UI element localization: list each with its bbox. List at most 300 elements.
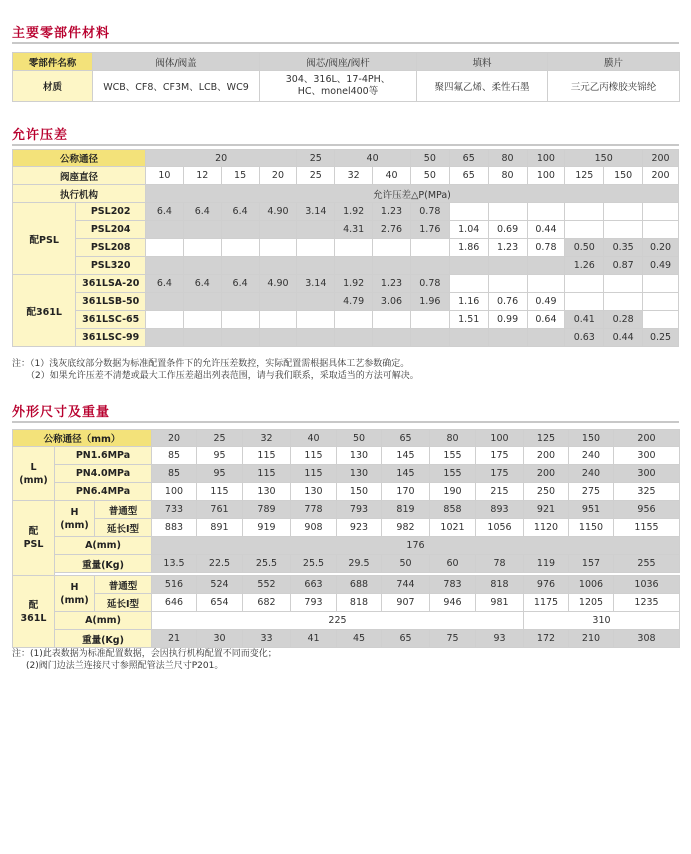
table-cell: [221, 257, 259, 275]
table-cell: 30: [197, 630, 243, 648]
table-cell: 1.26: [565, 257, 604, 275]
table-cell: [259, 221, 297, 239]
table-cell: [565, 221, 604, 239]
row-label: PN4.0MPa: [55, 465, 152, 483]
table-cell: [183, 257, 221, 275]
table-cell: [449, 203, 488, 221]
table-cell: [373, 239, 411, 257]
header-cell: 零部件名称: [13, 53, 93, 71]
table-cell: 3.06: [373, 293, 411, 311]
table-cell: 25: [297, 167, 335, 185]
table-cell: 921: [524, 501, 569, 519]
table-cell: 115: [243, 465, 291, 483]
row-label: 重量(Kg): [55, 555, 152, 573]
actuator-label: 执行机构: [13, 185, 146, 203]
table-cell: 1205: [569, 594, 614, 612]
table-cell: 304、316L、17-4PH、HC、monel400等: [260, 71, 417, 102]
table-cell: 21: [152, 630, 197, 648]
table-cell: 1235: [614, 594, 680, 612]
notes-dimensions: [12, 648, 277, 672]
table-cell: [527, 329, 565, 347]
table-cell: [259, 329, 297, 347]
row-label: 重量(Kg): [55, 630, 152, 648]
table-cell: 0.63: [565, 329, 604, 347]
table-cell: 176: [152, 537, 680, 555]
L-label: L (mm): [13, 447, 55, 501]
materials-table: [12, 52, 680, 102]
row-label: 普通型: [95, 576, 152, 594]
table-cell: [183, 311, 221, 329]
row-label: 材质: [13, 71, 93, 102]
table-cell: 0.28: [604, 311, 643, 329]
note-line: (2)阀门边法兰连接尺寸参照配管法兰尺寸P201。: [26, 661, 224, 671]
seat-label: 阀座直径: [13, 167, 146, 185]
section-title-materials: 主要零部件材料: [12, 26, 111, 41]
pressure-table: [12, 149, 679, 347]
361l-label: 配 361L: [13, 576, 55, 648]
table-cell: 1.96: [410, 293, 449, 311]
table-cell: 215: [476, 483, 524, 501]
row-label: PN6.4MPa: [55, 483, 152, 501]
table-cell: [335, 311, 373, 329]
notes-pressure: [12, 358, 419, 382]
row-label: 延长Ⅰ型: [95, 594, 152, 612]
table-cell: 6.4: [221, 203, 259, 221]
table-cell: WCB、CF8、CF3M、LCB、WC9: [93, 71, 260, 102]
note-line: 注：(1)此表数据为标准配置数据，会因执行机构配置不同而变化；: [12, 649, 277, 659]
table-cell: 210: [569, 630, 614, 648]
note-line: 注：（1）浅灰底纹部分数据为标准配置条件下的允许压差数控，实际配置需根据具体工艺参数确定。: [12, 359, 410, 369]
table-cell: 115: [291, 465, 337, 483]
table-cell: [643, 275, 679, 293]
table-cell: 200: [524, 465, 569, 483]
table-cell: 130: [291, 483, 337, 501]
table-cell: [259, 257, 297, 275]
table-cell: 516: [152, 576, 197, 594]
table-cell: 1155: [614, 519, 680, 537]
table-cell: [221, 311, 259, 329]
table-cell: [183, 239, 221, 257]
table-cell: [183, 221, 221, 239]
header-cell: 80: [430, 430, 476, 447]
divider: [12, 144, 679, 146]
table-cell: 85: [152, 447, 197, 465]
table-cell: 93: [476, 630, 524, 648]
table-cell: [373, 311, 411, 329]
table-cell: 225: [152, 612, 524, 630]
table-cell: [335, 239, 373, 257]
table-cell: 976: [524, 576, 569, 594]
table-cell: [488, 329, 527, 347]
table-cell: 0.78: [527, 239, 565, 257]
table-cell: 155: [430, 465, 476, 483]
table-cell: 三元乙丙橡胶夹锦纶: [548, 71, 680, 102]
table-cell: [145, 221, 183, 239]
table-cell: 125: [565, 167, 604, 185]
table-cell: [335, 257, 373, 275]
header-cell: 100: [527, 150, 565, 167]
table-cell: [527, 203, 565, 221]
table-cell: 78: [476, 555, 524, 573]
table-cell: [145, 293, 183, 311]
table-cell: 250: [524, 483, 569, 501]
nominal-label: 公称通径（mm）: [13, 430, 152, 447]
section-title-dimensions: 外形尺寸及重量: [12, 405, 111, 420]
table-cell: 115: [197, 483, 243, 501]
table-cell: 157: [569, 555, 614, 573]
table-cell: 75: [430, 630, 476, 648]
table-cell: 982: [382, 519, 430, 537]
table-cell: 0.20: [643, 239, 679, 257]
table-cell: 1021: [430, 519, 476, 537]
table-cell: [604, 203, 643, 221]
table-cell: 0.78: [410, 275, 449, 293]
row-label: PSL204: [76, 221, 146, 239]
table-cell: 981: [476, 594, 524, 612]
table-cell: 0.76: [488, 293, 527, 311]
table-cell: 325: [614, 483, 680, 501]
table-cell: [565, 275, 604, 293]
table-cell: 41: [291, 630, 337, 648]
row-label: PSL320: [76, 257, 146, 275]
table-cell: 524: [197, 576, 243, 594]
table-cell: 150: [604, 167, 643, 185]
table-cell: [145, 329, 183, 347]
table-cell: 115: [291, 447, 337, 465]
table-cell: 783: [430, 576, 476, 594]
table-cell: [643, 293, 679, 311]
table-cell: 130: [337, 465, 382, 483]
table-cell: 1.04: [449, 221, 488, 239]
table-cell: 145: [382, 465, 430, 483]
table-cell: [259, 293, 297, 311]
table-cell: [488, 257, 527, 275]
table-cell: 1006: [569, 576, 614, 594]
table-cell: 919: [243, 519, 291, 537]
h-label: H (mm): [55, 501, 95, 537]
header-cell: 膜片: [548, 53, 680, 71]
table-cell: [643, 311, 679, 329]
section-title-pressure: 允许压差: [12, 128, 69, 143]
table-cell: 0.41: [565, 311, 604, 329]
table-cell: 275: [569, 483, 614, 501]
header-cell: 50: [337, 430, 382, 447]
table-cell: 907: [382, 594, 430, 612]
row-label: 361LSB-50: [76, 293, 146, 311]
header-cell: 200: [614, 430, 680, 447]
table-cell: 65: [382, 630, 430, 648]
table-cell: 300: [614, 465, 680, 483]
table-cell: 150: [337, 483, 382, 501]
table-cell: 240: [569, 447, 614, 465]
table-cell: 115: [243, 447, 291, 465]
row-label: PN1.6MPa: [55, 447, 152, 465]
table-cell: 308: [614, 630, 680, 648]
row-label: 361LSA-20: [76, 275, 146, 293]
table-cell: 819: [382, 501, 430, 519]
table-cell: 946: [430, 594, 476, 612]
table-cell: 0.49: [643, 257, 679, 275]
table-cell: [643, 203, 679, 221]
table-cell: 1175: [524, 594, 569, 612]
table-cell: 50: [410, 167, 449, 185]
table-cell: 29.5: [337, 555, 382, 573]
row-label: PSL208: [76, 239, 146, 257]
table-cell: 3.14: [297, 203, 335, 221]
table-cell: 0.99: [488, 311, 527, 329]
table-cell: [297, 257, 335, 275]
table-cell: 50: [382, 555, 430, 573]
table-cell: 聚四氟乙烯、柔性石墨: [417, 71, 548, 102]
table-cell: 130: [243, 483, 291, 501]
header-cell: 150: [569, 430, 614, 447]
table-cell: [410, 239, 449, 257]
row-label: A(mm): [55, 612, 152, 630]
divider: [12, 421, 679, 423]
table-cell: 4.90: [259, 203, 297, 221]
table-cell: [335, 329, 373, 347]
table-cell: 0.78: [410, 203, 449, 221]
row-label: 延长Ⅰ型: [95, 519, 152, 537]
header-cell: 32: [243, 430, 291, 447]
divider: [12, 42, 679, 44]
table-cell: [565, 293, 604, 311]
table-cell: 663: [291, 576, 337, 594]
table-cell: 883: [152, 519, 197, 537]
header-cell: 200: [643, 150, 679, 167]
table-cell: 1.76: [410, 221, 449, 239]
table-cell: 100: [527, 167, 565, 185]
table-cell: 80: [488, 167, 527, 185]
table-cell: 6.4: [221, 275, 259, 293]
header-cell: 65: [382, 430, 430, 447]
table-cell: 4.90: [259, 275, 297, 293]
table-cell: [145, 311, 183, 329]
table-cell: 0.50: [565, 239, 604, 257]
table-cell: 32: [335, 167, 373, 185]
table-cell: 793: [291, 594, 337, 612]
table-cell: 1120: [524, 519, 569, 537]
table-cell: 33: [243, 630, 291, 648]
table-cell: 175: [476, 465, 524, 483]
table-cell: [604, 293, 643, 311]
table-cell: 778: [291, 501, 337, 519]
table-cell: [488, 275, 527, 293]
header-cell: 40: [335, 150, 411, 167]
table-cell: 172: [524, 630, 569, 648]
table-cell: 0.64: [527, 311, 565, 329]
table-cell: 0.87: [604, 257, 643, 275]
table-cell: 40: [373, 167, 411, 185]
header-cell: 20: [145, 150, 296, 167]
table-cell: 891: [197, 519, 243, 537]
table-cell: 0.25: [643, 329, 679, 347]
header-cell: 150: [565, 150, 643, 167]
table-cell: [297, 329, 335, 347]
table-cell: [145, 257, 183, 275]
table-cell: 6.4: [183, 203, 221, 221]
row-label: A(mm): [55, 537, 152, 555]
table-cell: [259, 239, 297, 257]
table-cell: [145, 239, 183, 257]
table-cell: 200: [643, 167, 679, 185]
table-cell: [488, 203, 527, 221]
table-cell: 793: [337, 501, 382, 519]
table-cell: 1036: [614, 576, 680, 594]
table-cell: 646: [152, 594, 197, 612]
table-cell: 3.14: [297, 275, 335, 293]
table-cell: 1.51: [449, 311, 488, 329]
table-cell: [527, 257, 565, 275]
table-cell: 145: [382, 447, 430, 465]
header-cell: 阀芯/阀座/阀杆: [260, 53, 417, 71]
table-cell: 130: [337, 447, 382, 465]
table-cell: [183, 329, 221, 347]
table-cell: 654: [197, 594, 243, 612]
table-cell: 85: [152, 465, 197, 483]
table-cell: 1.92: [335, 203, 373, 221]
table-cell: 923: [337, 519, 382, 537]
table-cell: 951: [569, 501, 614, 519]
table-cell: [565, 203, 604, 221]
table-cell: [410, 311, 449, 329]
table-cell: 744: [382, 576, 430, 594]
header-cell: 65: [449, 150, 488, 167]
table-cell: 6.4: [145, 275, 183, 293]
table-cell: 0.49: [527, 293, 565, 311]
table-cell: 2.76: [373, 221, 411, 239]
table-cell: 0.44: [527, 221, 565, 239]
h-label: H (mm): [55, 576, 95, 612]
dp-label: 允许压差△P(MPa): [145, 185, 678, 203]
table-cell: 4.31: [335, 221, 373, 239]
table-cell: [221, 293, 259, 311]
table-cell: 155: [430, 447, 476, 465]
table-cell: [527, 275, 565, 293]
table-cell: 65: [449, 167, 488, 185]
dimensions-table: [12, 429, 680, 648]
table-cell: [183, 293, 221, 311]
table-cell: [449, 257, 488, 275]
header-cell: 40: [291, 430, 337, 447]
table-cell: 893: [476, 501, 524, 519]
table-cell: 818: [337, 594, 382, 612]
header-cell: 80: [488, 150, 527, 167]
nominal-label: 公称通径: [13, 150, 146, 167]
table-cell: 858: [430, 501, 476, 519]
row-label: PSL202: [76, 203, 146, 221]
table-cell: 688: [337, 576, 382, 594]
header-cell: 25: [297, 150, 335, 167]
table-cell: 170: [382, 483, 430, 501]
table-cell: [410, 257, 449, 275]
table-cell: 200: [524, 447, 569, 465]
table-cell: 12: [183, 167, 221, 185]
table-cell: [221, 239, 259, 257]
table-cell: [410, 329, 449, 347]
table-cell: 255: [614, 555, 680, 573]
table-cell: 1.23: [488, 239, 527, 257]
row-label: 普通型: [95, 501, 152, 519]
table-cell: 310: [524, 612, 680, 630]
table-cell: 789: [243, 501, 291, 519]
table-cell: 1.23: [373, 203, 411, 221]
table-cell: 100: [152, 483, 197, 501]
header-cell: 20: [152, 430, 197, 447]
table-cell: 1.16: [449, 293, 488, 311]
table-cell: 0.35: [604, 239, 643, 257]
table-cell: 15: [221, 167, 259, 185]
table-cell: [449, 329, 488, 347]
table-cell: 1.92: [335, 275, 373, 293]
table-cell: 13.5: [152, 555, 197, 573]
table-cell: 818: [476, 576, 524, 594]
table-cell: [297, 239, 335, 257]
header-cell: 125: [524, 430, 569, 447]
table-cell: 240: [569, 465, 614, 483]
table-cell: 908: [291, 519, 337, 537]
table-cell: [643, 221, 679, 239]
table-cell: [297, 221, 335, 239]
header-cell: 50: [410, 150, 449, 167]
table-cell: 119: [524, 555, 569, 573]
psl-label: 配 PSL: [13, 501, 55, 576]
table-cell: [373, 257, 411, 275]
header-cell: 25: [197, 430, 243, 447]
table-cell: [604, 221, 643, 239]
header-cell: 100: [476, 430, 524, 447]
table-cell: 6.4: [183, 275, 221, 293]
table-cell: 22.5: [197, 555, 243, 573]
table-cell: 300: [614, 447, 680, 465]
table-cell: 761: [197, 501, 243, 519]
table-cell: 6.4: [145, 203, 183, 221]
table-cell: 20: [259, 167, 297, 185]
table-cell: 25.5: [243, 555, 291, 573]
header-cell: 阀体/阀盖: [93, 53, 260, 71]
table-cell: 1.23: [373, 275, 411, 293]
table-cell: 190: [430, 483, 476, 501]
table-cell: 60: [430, 555, 476, 573]
table-cell: 10: [145, 167, 183, 185]
group-label: 配361L: [13, 275, 76, 347]
table-cell: [259, 311, 297, 329]
table-cell: [297, 293, 335, 311]
table-cell: 733: [152, 501, 197, 519]
table-cell: 0.69: [488, 221, 527, 239]
table-cell: [604, 275, 643, 293]
header-cell: 填料: [417, 53, 548, 71]
table-cell: 0.44: [604, 329, 643, 347]
table-cell: 25.5: [291, 555, 337, 573]
table-cell: [221, 329, 259, 347]
table-cell: [449, 275, 488, 293]
table-cell: 956: [614, 501, 680, 519]
table-cell: 45: [337, 630, 382, 648]
table-cell: [373, 329, 411, 347]
table-cell: 95: [197, 465, 243, 483]
table-cell: 1150: [569, 519, 614, 537]
table-cell: [297, 311, 335, 329]
table-cell: 682: [243, 594, 291, 612]
table-cell: [221, 221, 259, 239]
table-cell: 1.86: [449, 239, 488, 257]
group-label: 配PSL: [13, 203, 76, 275]
table-cell: 95: [197, 447, 243, 465]
table-cell: 175: [476, 447, 524, 465]
table-cell: 1056: [476, 519, 524, 537]
row-label: 361LSC-99: [76, 329, 146, 347]
